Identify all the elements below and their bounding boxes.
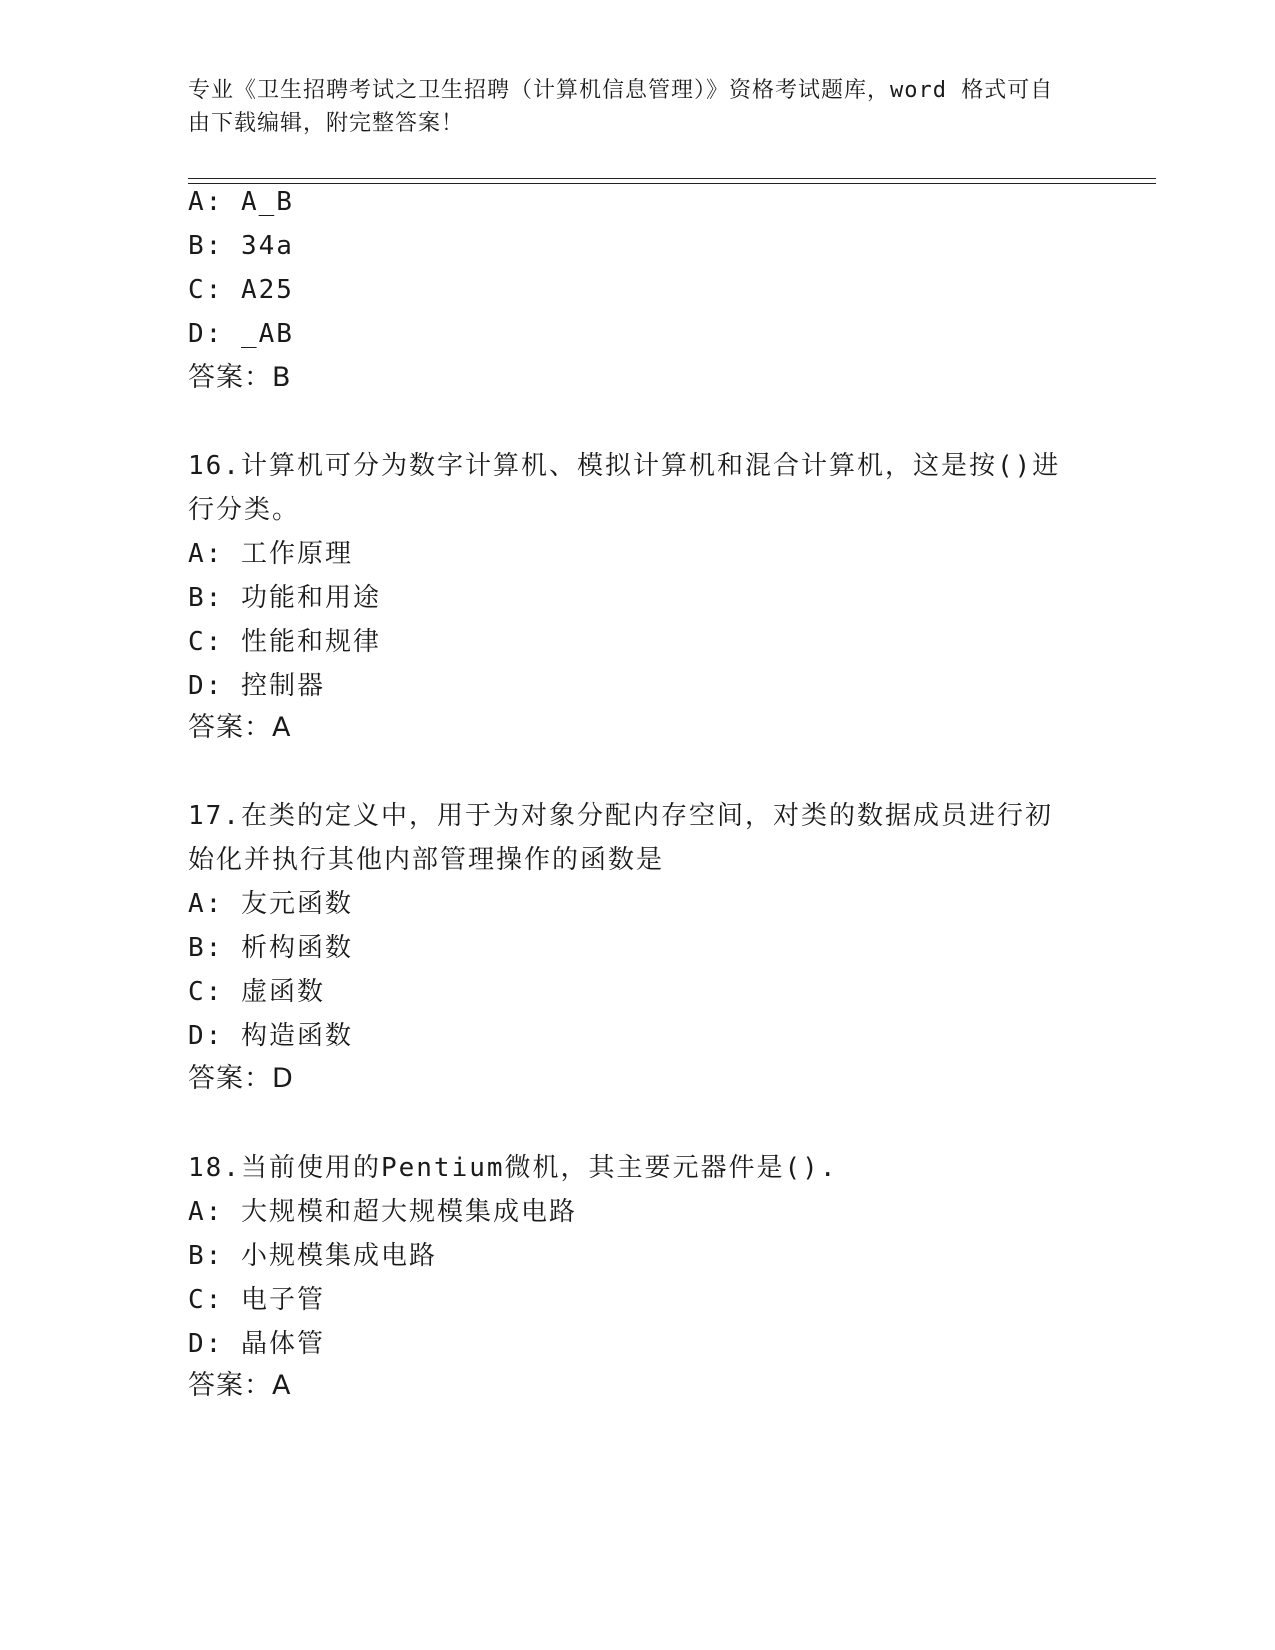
q15-option-a: A: A_B (188, 187, 294, 217)
q18-option-b: B: 小规模集成电路 (188, 1241, 437, 1271)
q17-option-a: A: 友元函数 (188, 889, 353, 919)
q16-stem-line1: 16.计算机可分为数字计算机、模拟计算机和混合计算机，这是按()进 (188, 451, 1061, 481)
q16-option-c: C: 性能和规律 (188, 627, 381, 657)
q17-option-b: B: 析构函数 (188, 933, 353, 963)
q16-option-a: A: 工作原理 (188, 539, 353, 569)
q15-option-d: D: _AB (188, 319, 294, 349)
q17-stem-line1: 17.在类的定义中，用于为对象分配内存空间，对类的数据成员进行初 (188, 801, 1053, 831)
q18-answer: 答案：A (188, 1370, 292, 1401)
q16-option-b: B: 功能和用途 (188, 583, 381, 613)
q18-option-a: A: 大规模和超大规模集成电路 (188, 1197, 577, 1227)
q15-option-b: B: 34a (188, 231, 294, 261)
header-divider (188, 178, 1156, 184)
q18-option-d: D: 晶体管 (188, 1329, 325, 1359)
q17-option-c: C: 虚函数 (188, 977, 325, 1007)
q15-option-c: C: A25 (188, 275, 294, 305)
q18-option-c: C: 电子管 (188, 1285, 325, 1315)
q17-stem-line2: 始化并执行其他内部管理操作的函数是 (188, 845, 665, 875)
q17-option-d: D: 构造函数 (188, 1021, 353, 1051)
document-header: 专业《卫生招聘考试之卫生招聘（计算机信息管理）》资格考试题库，word 格式可自由下载编辑，附完整答案！ (188, 78, 1054, 136)
q16-answer: 答案：A (188, 712, 292, 743)
q16-option-d: D: 控制器 (188, 671, 325, 701)
q16-stem-line2: 行分类。 (188, 495, 301, 525)
q18-stem-line1: 18.当前使用的Pentium微机，其主要元器件是(). (188, 1153, 838, 1183)
q15-answer: 答案：B (188, 362, 292, 393)
q17-answer: 答案：D (188, 1063, 294, 1094)
